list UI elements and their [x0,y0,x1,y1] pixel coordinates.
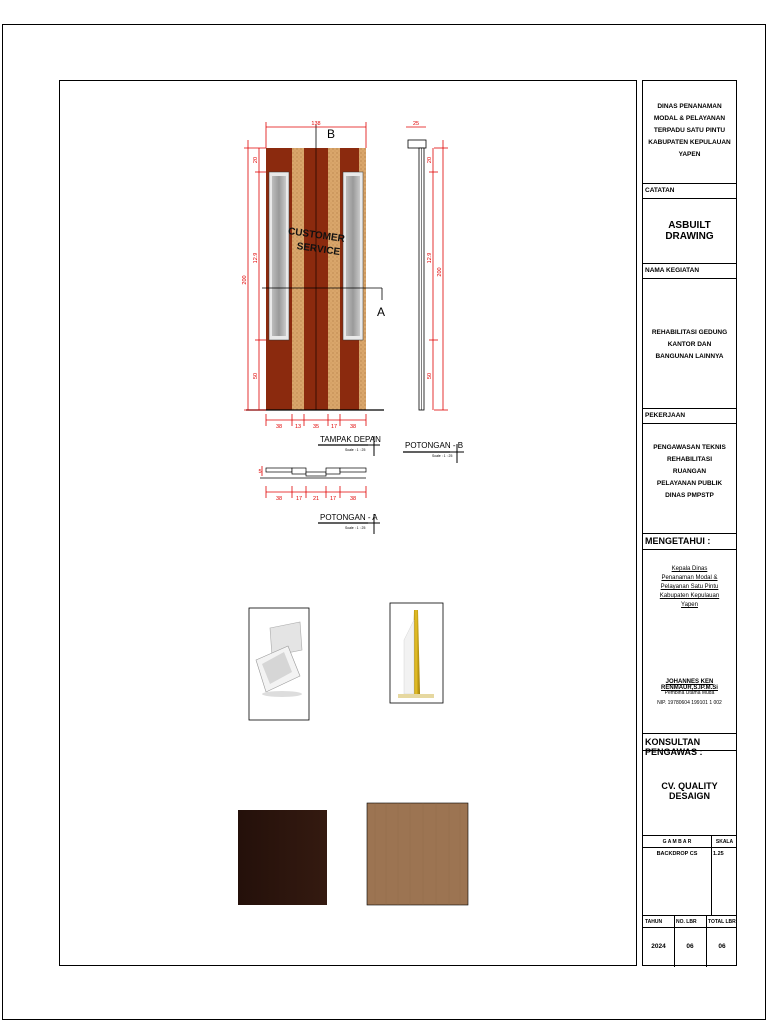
total-lbr-value: 06 [718,943,726,950]
scale-potongan-a: Scale : 1 : 25 [345,526,366,530]
wood-strip [328,148,340,410]
material-acrylic-sample [249,608,309,720]
dim-bottom-4: 17 [330,424,338,430]
dim-side-height-upper: 20 [427,156,433,164]
gambar-label: G A M B A R [662,839,692,845]
skala-value: 1.25 [713,851,724,857]
dim-height-upper: 20 [253,156,259,164]
dim-side-height-total: 200 [437,267,443,277]
section-b-marker: B [327,127,336,141]
tahun-value: 2024 [651,943,666,950]
dim-plan-2: 17 [295,496,303,502]
official-rank: Pembina Utama Muda [664,690,715,696]
gambar-value: BACKDROP CS [656,851,698,857]
nama-kegiatan-value: REHABILITASI GEDUNG KANTOR DAN BANGUNAN LAINNYA [651,329,728,360]
official-name: JOHANNES KEN RENMAUR,S.IP.M.Si [661,679,718,691]
dim-bottom-2: 13 [294,424,302,430]
dim-plan-1: 38 [275,496,283,502]
material-dark-wood-sample [238,810,327,905]
scale-tampak: Scale : 1 : 25 [345,448,366,452]
label-potongan-b: POTONGAN - B [405,441,464,450]
dim-height-total: 200 [242,275,248,285]
wood-strip [292,148,304,410]
door-sign-line2: SERVICE [295,241,341,259]
section-a-marker: A [377,305,386,319]
nama-kegiatan-label: NAMA KEGIATAN [645,267,700,274]
catatan-label: CATATAN [645,187,675,194]
no-lbr-label: NO. LBR [676,919,697,925]
total-lbr-label: TOTAL LBR [708,919,736,925]
section-b-drawing [408,140,426,410]
material-gold-trim-sample [390,603,443,703]
door-sign-line1: CUSTOMER [287,226,346,245]
pekerjaan-label: PEKERJAAN [645,412,686,419]
material-light-wood-sample [367,803,468,905]
dim-height-lower: 50 [253,372,259,380]
dim-bottom-5: 38 [349,424,357,430]
dim-side-height-lower: 50 [427,372,433,380]
front-elevation [246,125,384,410]
agency-name: DINAS PENANAMAN MODAL & PELAYANAN TERPADU SATU PINTU KABUPATEN KEPULAUAN YAPEN [648,103,731,158]
title-block [642,80,737,966]
official-nip: NIP. 19780604 199101 1 002 [657,700,722,706]
view-labels [318,435,464,534]
dim-plan-left: 5 [258,469,262,475]
skala-label: SKALA [715,839,734,845]
dim-plan-4: 17 [329,496,337,502]
dim-bottom-1: 38 [275,424,283,430]
dim-side-height-mid: 12.9 [427,252,433,264]
no-lbr-value: 06 [686,943,694,950]
label-potongan-a: POTONGAN - A [320,513,378,522]
dim-top-width: 138 [311,121,321,127]
mengetahui-position: Kepala Dinas Penanaman Modal & Pelayanan Satu Pintu Kabupaten Kepulauan Yapen [659,566,720,608]
section-a-plan [260,468,366,478]
konsultan-value: CV. QUALITY DESAIGN [661,781,718,801]
catatan-value: ASBUILT DRAWING [665,220,714,242]
mengetahui-label: MENGETAHUI : [645,536,711,546]
konsultan-label: KONSULTAN PENGAWAS : [645,737,703,757]
dim-plan-3: 21 [312,496,320,502]
tahun-label: TAHUN [645,919,663,925]
scale-potongan-b: Scale : 1 : 25 [432,454,453,458]
pekerjaan-value: PENGAWASAN TEKNIS REHABILITASI RUANGAN PELAYANAN PUBLIK DINAS PMPSTP [653,444,726,499]
dim-side-top: 25 [412,121,420,127]
label-tampak-depan: TAMPAK DEPAN [320,435,381,444]
dim-height-mid: 12.9 [253,252,259,264]
dim-plan-5: 38 [349,496,357,502]
dim-bottom-3: 35 [312,424,320,430]
